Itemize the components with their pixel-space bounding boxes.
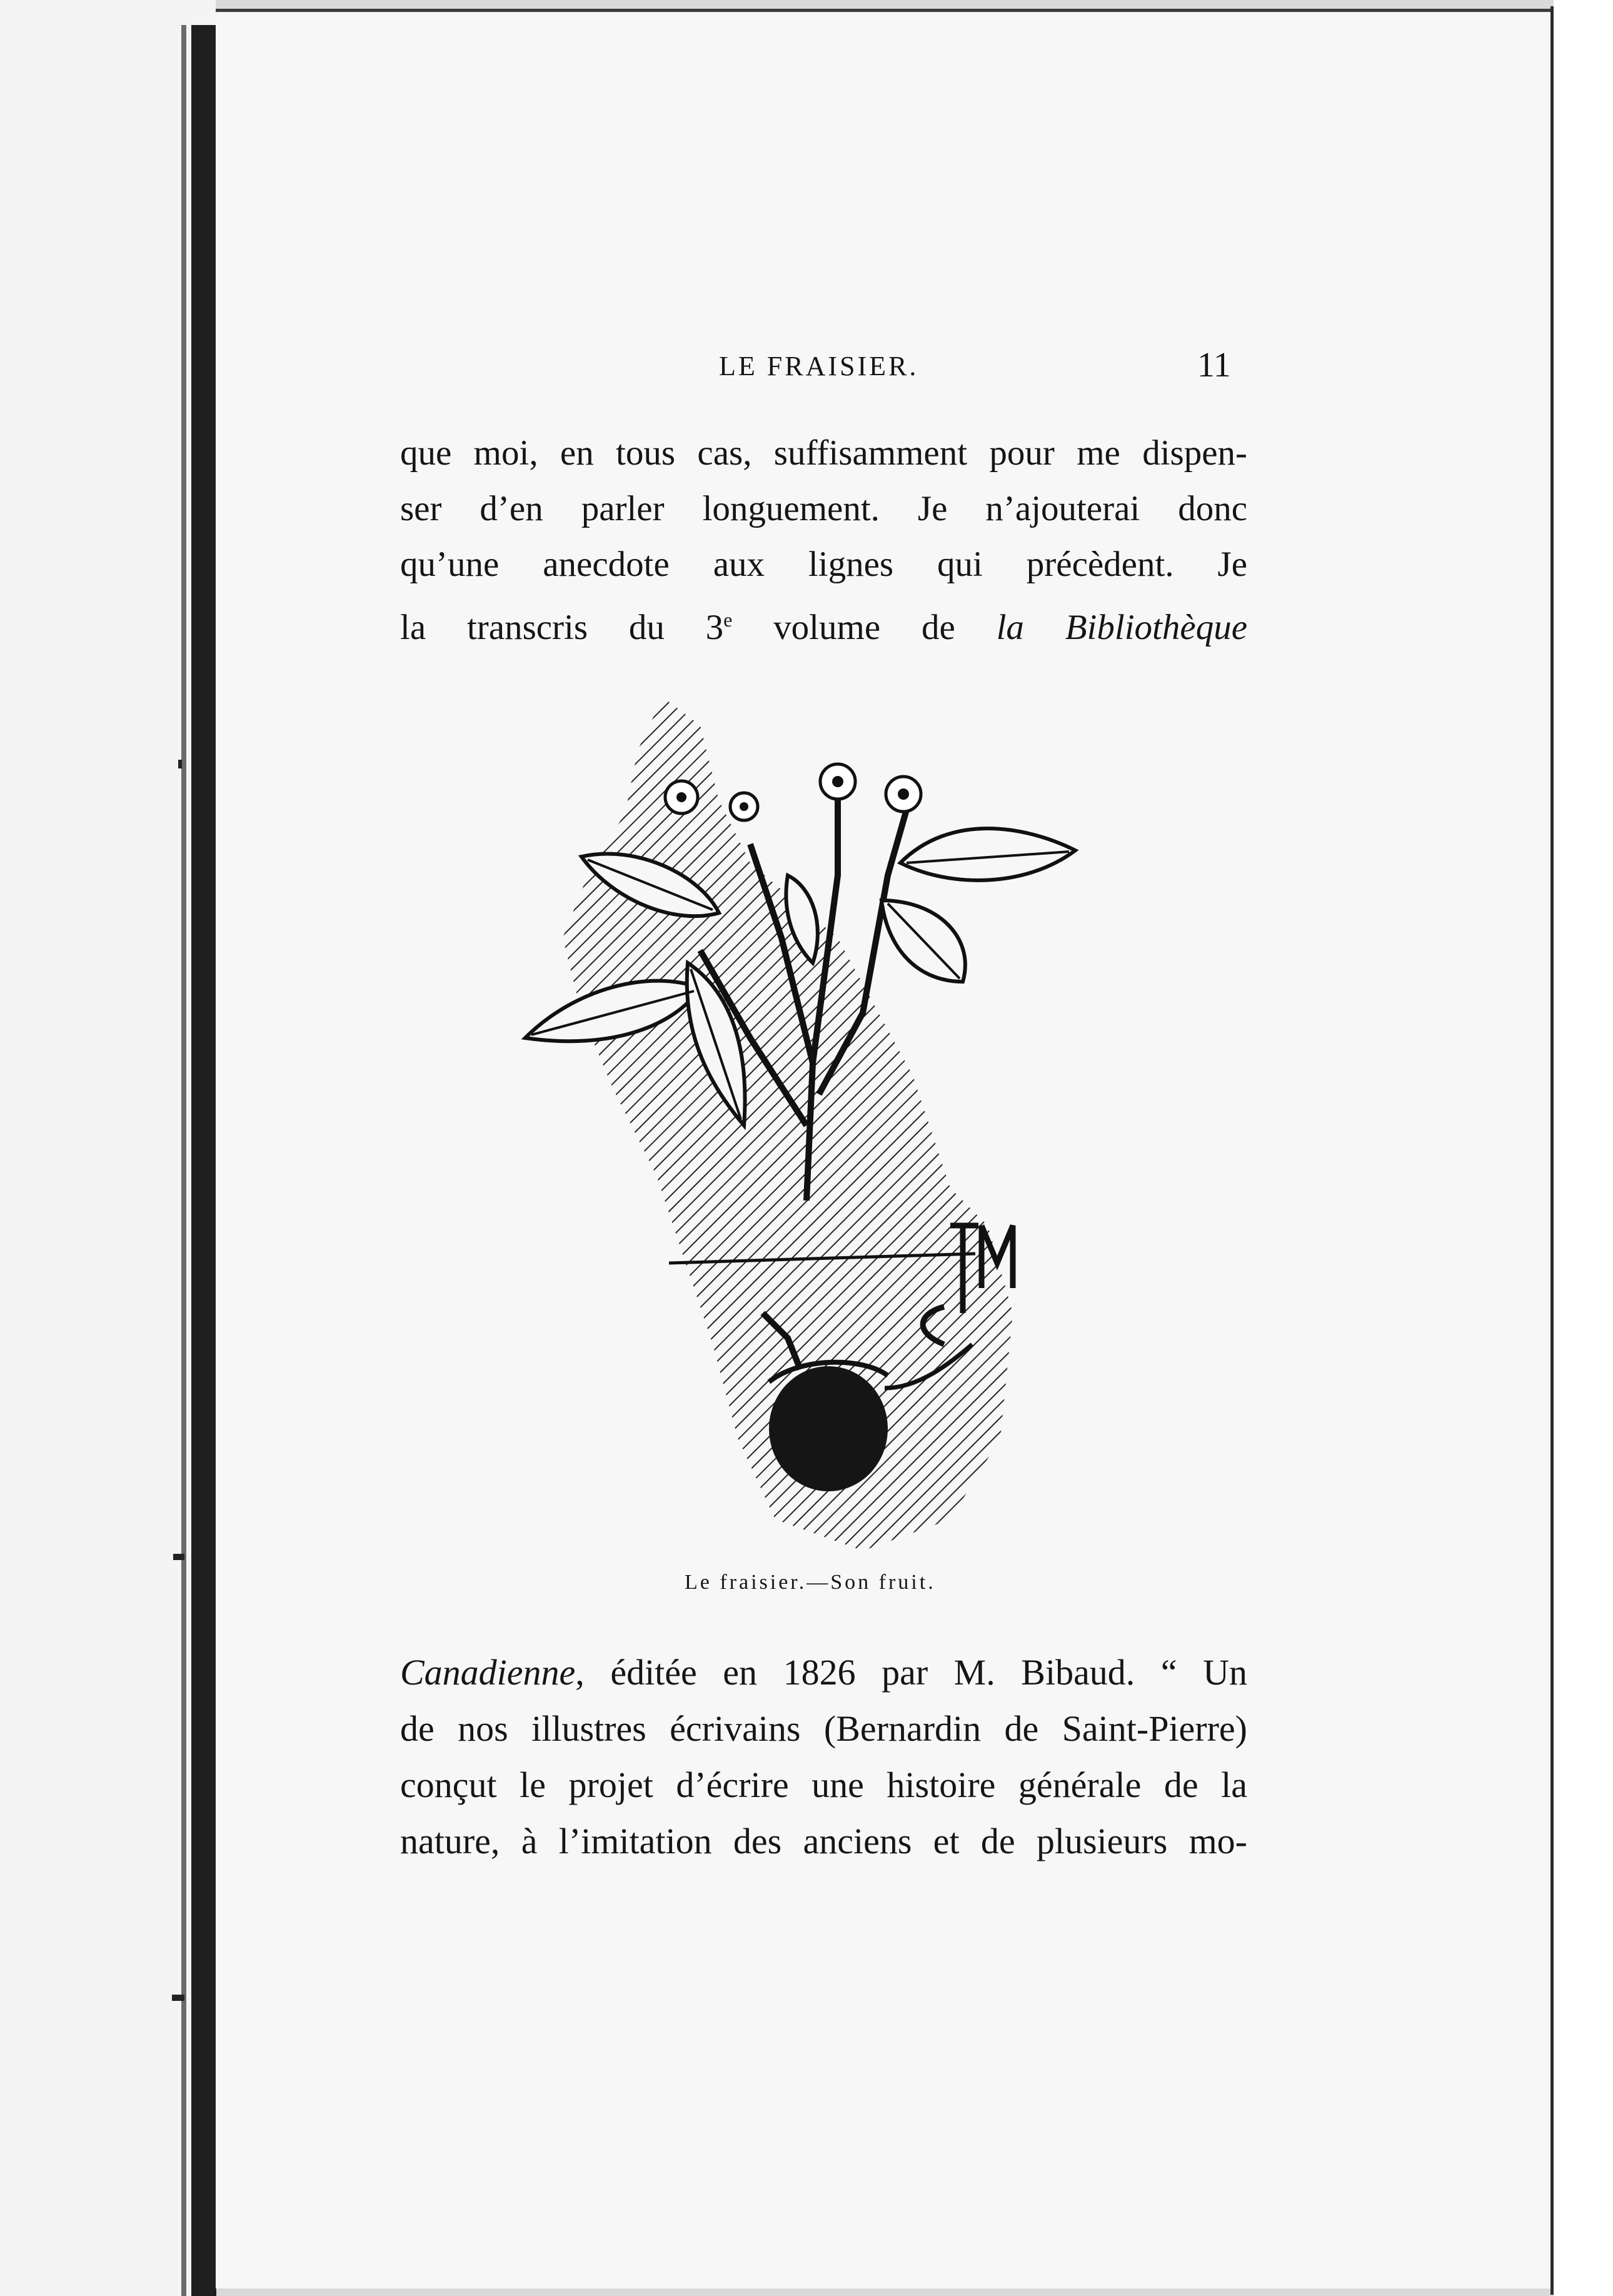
superscript: e (723, 608, 733, 631)
running-title: LE FRAISIER. (719, 351, 919, 381)
text-line-plain: , éditée en 1826 par M. Bibaud. “ Un (575, 1652, 1247, 1693)
italic-title: Canadienne (400, 1652, 576, 1693)
text-line: conçut le projet d’écrire une histoire générale de la (400, 1765, 1247, 1805)
scan-margin (1554, 0, 1613, 2296)
page-number: 11 (1197, 346, 1231, 385)
text-line (400, 592, 1247, 655)
text-line-plain: la transcris du 3 (400, 608, 724, 647)
text-line: ser d’en parler longuement. Je n’ajouterai donc (400, 489, 1247, 528)
text-line: qu’une anecdote aux lignes qui précèdent. Je (400, 545, 1247, 584)
text-line: que moi, en tous cas, suffisamment pour me dispen- (400, 433, 1247, 473)
binding-edge (181, 25, 186, 2296)
page-top-edge (216, 9, 1554, 12)
text-line (400, 1644, 1247, 1701)
book-binding (191, 25, 216, 2296)
text-line-plain: volume de (732, 608, 997, 647)
scan-speck (178, 760, 182, 768)
scan-speck (172, 1995, 184, 2001)
figure-caption: Le fraisier.—Son fruit. (685, 1571, 936, 1594)
body-text-bottom (400, 1644, 1247, 1870)
text-line: de nos illustres écrivains (Bernardin de Saint-Pierre) (400, 1708, 1247, 1749)
italic-title: la Bibliothèque (996, 608, 1247, 647)
scan-speck (173, 1554, 184, 1560)
strawberry-plant-illustration (513, 688, 1138, 1563)
body-text-top (400, 425, 1247, 655)
text-line: nature, à l’imitation des anciens et de plusieurs mo- (400, 1821, 1247, 1861)
